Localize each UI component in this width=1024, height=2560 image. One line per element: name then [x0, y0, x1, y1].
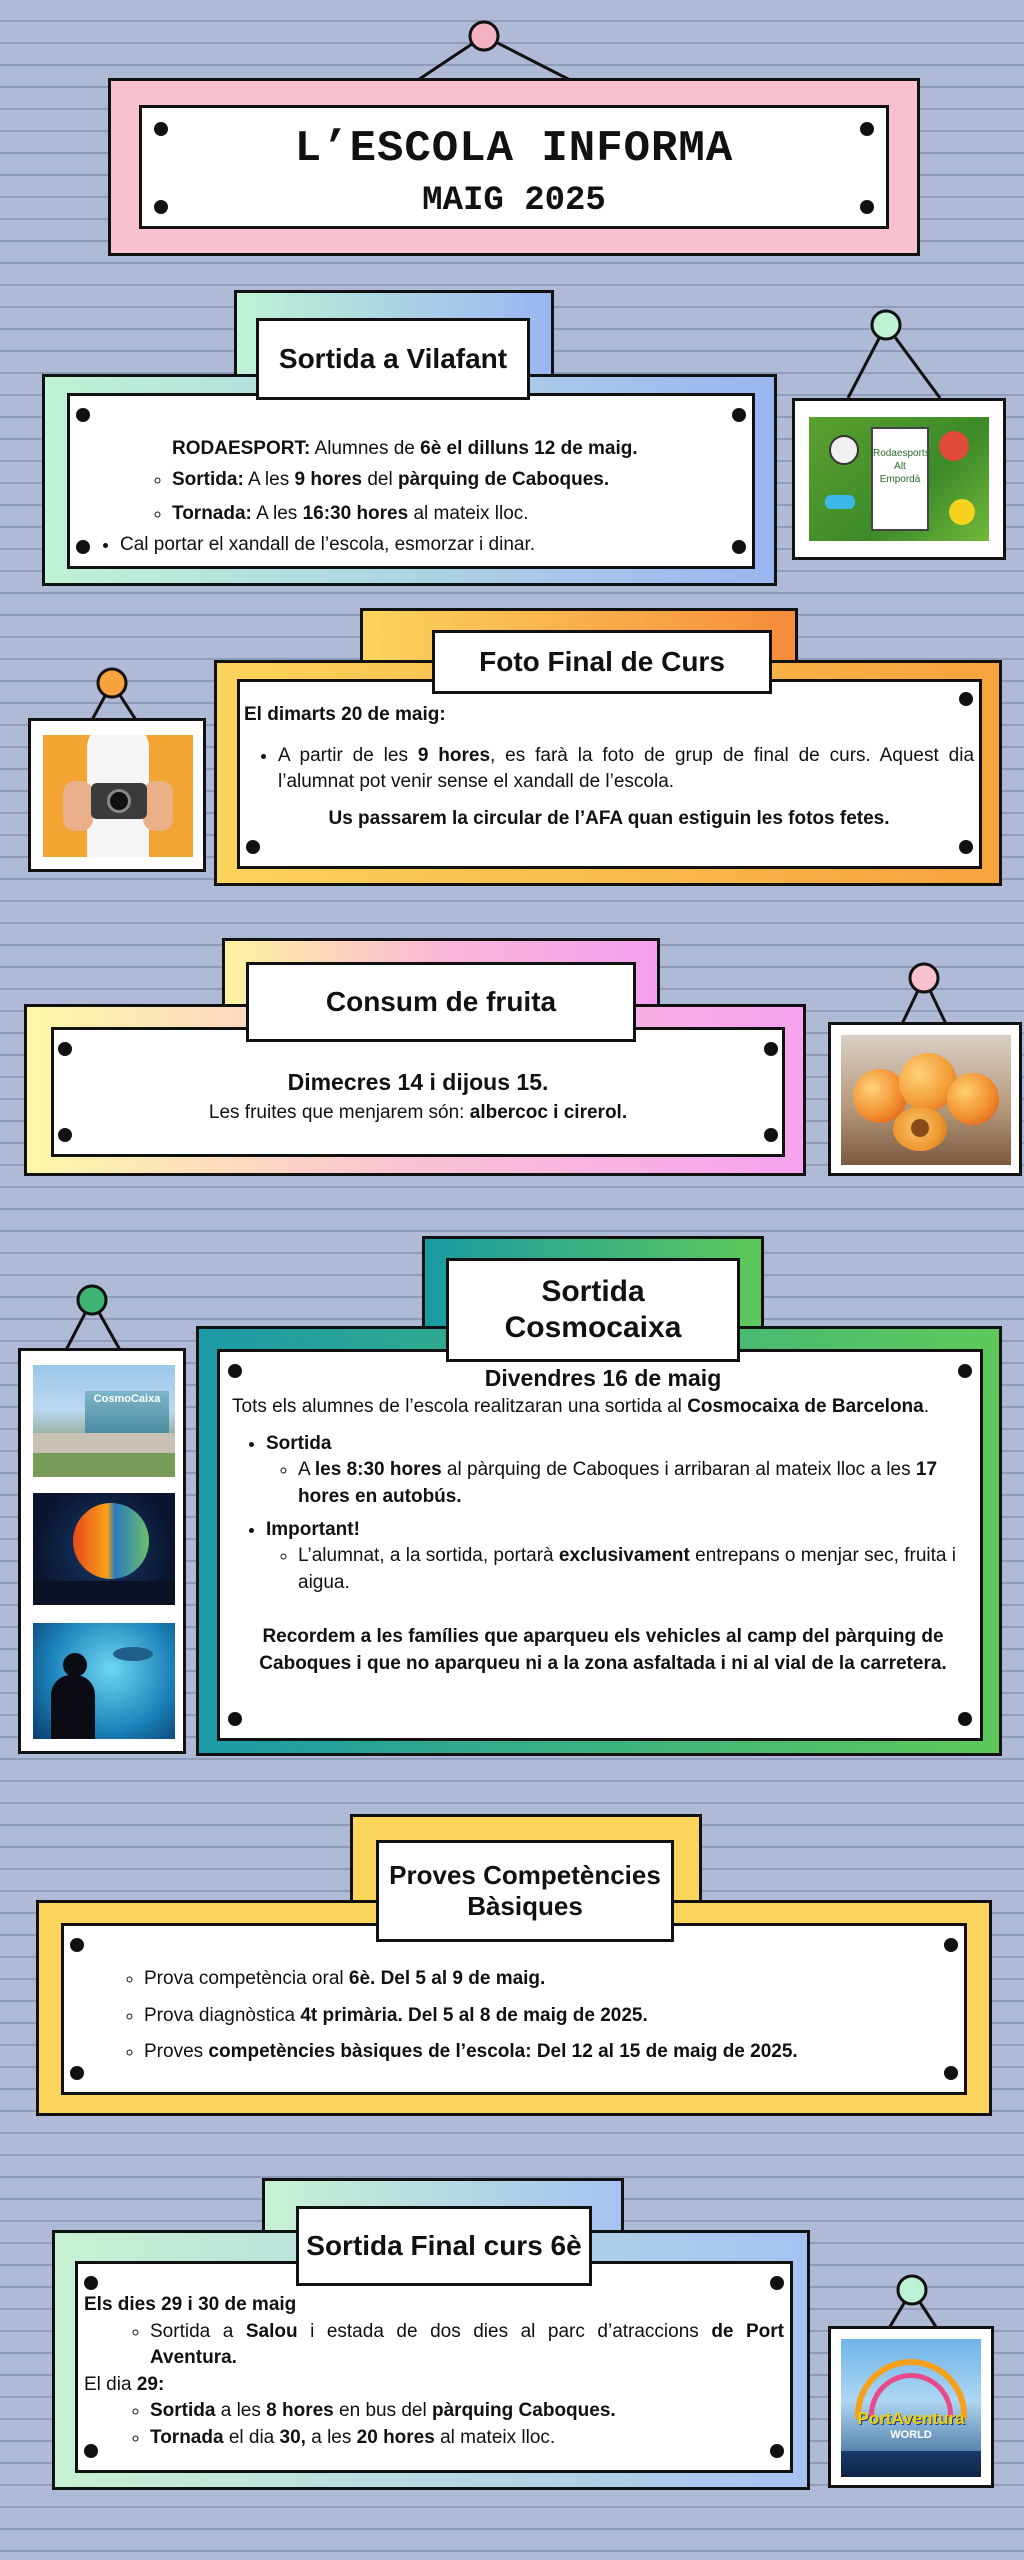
list-item: ◦ Proves competències bàsiques de l’escola: Del 12 al 15 de maig de 2025.: [144, 2039, 954, 2066]
cosmo-title: Sortida Cosmocaixa: [446, 1258, 740, 1362]
final6-photo: PortAventura WORLD: [828, 2326, 994, 2488]
fruita-days: Dimecres 14 i dijous 15.: [287, 1069, 549, 1095]
cosmo-intro: Tots els alumnes de l’escola realitzaran una sortida al Cosmocaixa de Barcelona.: [232, 1396, 930, 1418]
fruita-line: Les fruites que menjarem són: albercoc i cirerol.: [208, 1102, 628, 1124]
list-item: • A partir de les 9 hores, es farà la foto de grup de final de curs. Aquest dia l’alumnat pot venir sense el xandall de l’escola.: [278, 743, 974, 796]
cosmo-note: Recordem a les famílies que aparqueu els vehicles al camp del pàrquing de Caboques i que no aparqueu ni a la zona asfaltada i ni al vial de la carretera.: [259, 1626, 947, 1674]
list-item: ◦ Tornada: A les 16:30 hores al mateix lloc.: [172, 501, 730, 528]
list-item: ◦ L’alumnat, a la sortida, portarà exclusivament entrepans o menjar sec, fruita i aigua.: [298, 1543, 974, 1596]
final6-day29: El dia 29:: [84, 2373, 165, 2395]
list-item: ◦ Tornada el dia 30, a les 20 hores al mateix lloc.: [150, 2425, 784, 2452]
page-subtitle: MAIG 2025: [422, 182, 606, 220]
cosmocaixa-sign: CosmoCaixa: [93, 1393, 161, 1405]
list-item: ◦ Sortida a les 8 hores en bus del pàrquing Caboques.: [150, 2398, 784, 2425]
list-item: ◦ Sortida a Salou i estada de dos dies al parc d’atraccions de Port Aventura.: [150, 2319, 784, 2372]
foto-title: Foto Final de Curs: [432, 630, 772, 694]
final6-days: Els dies 29 i 30 de maig: [84, 2294, 297, 2315]
list-item: ◦ Prova diagnòstica 4t primària. Del 5 al 8 de maig de 2025.: [144, 2003, 954, 2030]
clipboard-icon: Rodaesports Alt Empordà: [871, 427, 929, 531]
list-item: ◦ Prova competència oral 6è. Del 5 al 9 de maig.: [144, 1966, 954, 1993]
portaventura-logo: PortAventura: [857, 2409, 965, 2428]
list-item: • Important! ◦ L’alumnat, a la sortida, portarà exclusivament entrepans o menjar sec, fruita i aigua.: [266, 1517, 974, 1597]
final6-title: Sortida Final curs 6è: [296, 2206, 592, 2286]
cosmo-date: Divendres 16 de maig: [484, 1365, 722, 1391]
page-title: L’ESCOLA INFORMA: [294, 124, 734, 174]
vilafant-note: • Cal portar el xandall de l’escola, esmorzar i dinar.: [120, 532, 730, 559]
list-item: • Sortida ◦ A les 8:30 hores al pàrquing de Caboques i arribaran al mateix lloc a les 17 hores en autobús.: [266, 1431, 974, 1511]
vilafant-intro: RODAESPORT: Alumnes de 6è el dilluns 12 de maig.: [172, 438, 638, 459]
proves-title: Proves Competències Bàsiques: [376, 1840, 674, 1942]
foto-note: Us passarem la circular de l’AFA quan estiguin les fotos fetes.: [328, 807, 890, 829]
vilafant-title: Sortida a Vilafant: [256, 318, 530, 400]
fruita-title: Consum de fruita: [246, 962, 636, 1042]
list-item: ◦ Sortida: A les 9 hores del pàrquing de Caboques.: [172, 467, 730, 494]
foto-date: El dimarts 20 de maig:: [244, 704, 446, 725]
list-item: ◦ A les 8:30 hores al pàrquing de Caboques i arribaran al mateix lloc a les 17 hores en autobús.: [298, 1457, 974, 1510]
